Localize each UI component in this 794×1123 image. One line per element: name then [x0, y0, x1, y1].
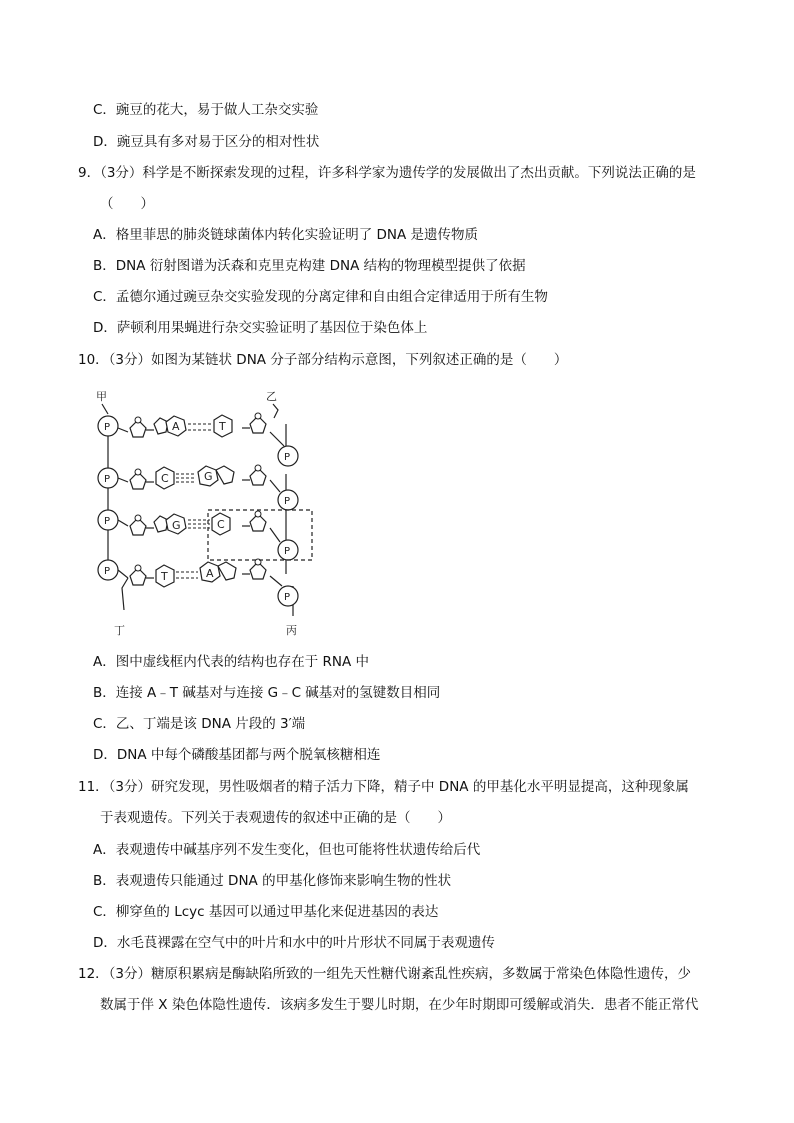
q9-stem: 9．（3分）科学是不断探索发现的过程，许多科学家为遗传学的发展做出了杰出贡献。下列说法正确的是 [78, 165, 696, 181]
left-backbone [108, 428, 128, 578]
q10-option-c: C．乙、丁端是该 DNA 片段的 3′端 [93, 716, 306, 732]
base-label: T [219, 420, 226, 433]
q8-option-c: C．豌豆的花大，易于做人工杂交实验 [93, 102, 319, 118]
base-label: C [217, 518, 225, 531]
base-label: G [172, 519, 181, 532]
q9-option-c: C．孟德尔通过豌豆杂交实验发现的分离定律和自由组合定律适用于所有生物 [93, 289, 548, 305]
q8-option-d: D．豌豆具有多对易于区分的相对性状 [93, 134, 320, 150]
q11-option-b: B．表观遗传只能通过 DNA 的甲基化修饰来影响生物的性状 [93, 873, 452, 889]
q10-option-a: A．图中虚线框内代表的结构也存在于 RNA 中 [93, 654, 370, 670]
q12-stem-line2: 数属于伴 X 染色体隐性遗传．该病多发生于婴儿时期，在少年时期即可缓解或消失．患者不能正常代 [100, 997, 699, 1013]
base-label: C [161, 472, 169, 485]
q10-option-b: B．连接 A﹣T 碱基对与连接 G﹣C 碱基对的氢键数目相同 [93, 685, 441, 701]
dna-structure-diagram [88, 388, 328, 638]
base-pair-row-4 [156, 562, 236, 587]
q11-stem-line1: 11．（3分）研究发现，男性吸烟者的精子活力下降，精子中 DNA 的甲基化水平明显提高，这种现象属 [78, 779, 689, 795]
q10-stem: 10．（3分）如图为某链状 DNA 分子部分结构示意图，下列叙述正确的是（ ） [78, 352, 568, 368]
q12-stem-line1: 12．（3分）糖原积累病是酶缺陷所致的一组先天性糖代谢紊乱性疾病，多数属于常染色体隐性遗传，少 [78, 966, 692, 982]
q9-option-a: A．格里菲思的肺炎链球菌体内转化实验证明了 DNA 是遗传物质 [93, 227, 479, 243]
base-pair-row-3 [154, 513, 230, 535]
q11-stem-line2: 于表观遗传。下列关于表观遗传的叙述中正确的是（ ） [100, 810, 451, 826]
phosphate-label: P [284, 546, 291, 557]
q9-option-d: D．萨顿利用果蝇进行杂交实验证明了基因位于染色体上 [93, 320, 428, 336]
phosphate-label: P [284, 592, 291, 603]
q9-answer-paren: （ ） [100, 196, 154, 212]
q10-option-d: D．DNA 中每个磷酸基团都与两个脱氧核糖相连 [93, 747, 381, 763]
right-phosphates [278, 446, 298, 606]
base-label: G [204, 470, 213, 483]
base-label: A [172, 420, 180, 433]
base-pair-row-1 [154, 415, 232, 437]
phosphate-label: P [104, 422, 111, 433]
base-label: T [161, 570, 168, 583]
base-pair-row-2 [156, 466, 234, 489]
base-label: A [206, 567, 214, 580]
q11-option-a: A．表观遗传中碱基序列不发生变化，但也可能将性状遗传给后代 [93, 842, 481, 858]
label-yi: 乙 [266, 390, 277, 403]
label-jia: 甲 [96, 390, 107, 403]
phosphate-label: P [104, 566, 111, 577]
label-ding: 丁 [114, 624, 125, 637]
label-bing: 丙 [286, 624, 297, 637]
phosphate-label: P [104, 516, 111, 527]
q11-option-d: D．水毛茛裸露在空气中的叶片和水中的叶片形状不同属于表观遗传 [93, 935, 495, 951]
phosphate-label: P [284, 496, 291, 507]
dna-diagram-svg [88, 388, 328, 638]
phosphate-label: P [284, 452, 291, 463]
q11-option-c: C．柳穿鱼的 Lcyc 基因可以通过甲基化来促进基因的表达 [93, 904, 439, 920]
q9-option-b: B．DNA 衍射图谱为沃森和克里克构建 DNA 结构的物理模型提供了依据 [93, 258, 526, 274]
phosphate-label: P [104, 474, 111, 485]
